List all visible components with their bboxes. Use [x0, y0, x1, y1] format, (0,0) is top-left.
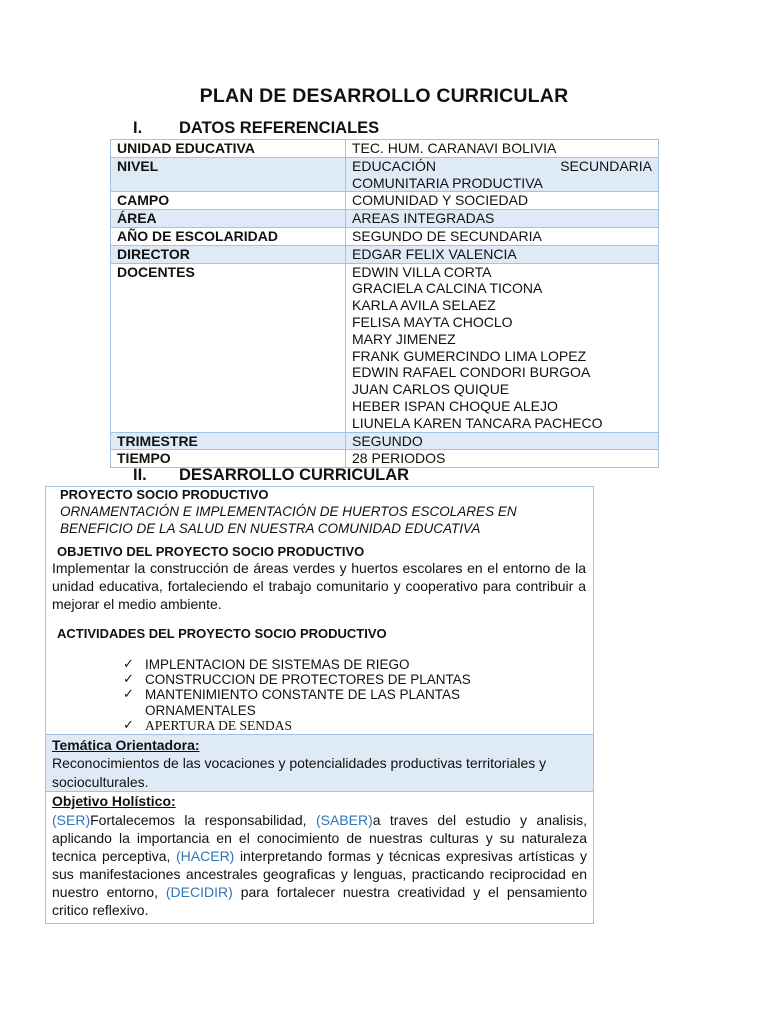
holistico-label: Objetivo Holístico:: [52, 793, 176, 809]
table-row: [111, 227, 659, 245]
dimension-decidir: (DECIDIR): [165, 884, 233, 900]
checkmark-icon: ✓: [123, 671, 134, 687]
list-item: ✓ APERTURA DE SENDAS: [123, 716, 292, 733]
docente-name: HEBER ISPAN CHOQUE ALEJO: [352, 397, 558, 414]
section-number: II.: [133, 466, 147, 484]
row-label: AÑO DE ESCOLARIDAD: [111, 227, 346, 245]
objetivo-psp-text: Implementar la construcción de áreas verdes y huertos escolares en el entorno de la unidad educativa, fortaleciendo el trabajo comunitario y cooperativo para contribuir a mejorar el medio ambiente.: [52, 560, 586, 612]
value-line: COMUNITARIA PRODUCTIVA: [352, 174, 543, 191]
docente-name: FRANK GUMERCINDO LIMA LOPEZ: [352, 347, 587, 364]
docente-name: EDWIN RAFAEL CONDORI BURGOA: [352, 364, 591, 381]
table-row: [111, 432, 659, 450]
actividades-list: [123, 657, 503, 733]
docente-name: MARY JIMENEZ: [352, 330, 456, 347]
section-number: I.: [133, 119, 143, 137]
proyecto-title-line: ORNAMENTACIÓN E IMPLEMENTACIÓN DE HUERTOS ESCOLARES EN: [60, 504, 517, 519]
holistico-box: [45, 791, 594, 924]
row-label: TRIMESTRE: [111, 432, 346, 450]
holistico-text: (SER)Fortalecemos la responsabilidad, (SABER)a traves del estudio y analisis, aplicando la importancia en el conocimiento de nuestras culturas y su naturaleza tecnica perceptiva, (HACER) interpretando formas y técnicas expresivas artísticas y sus manifestaciones ancestrales geograficas y lenguas, practicando reciprocidad en nuestro entorno, (DECIDIR) para fortalecer nuestra creatividad y el pensamiento critico reflexivo.: [52, 812, 588, 918]
checkmark-icon: ✓: [123, 686, 134, 702]
table-row: [111, 245, 659, 263]
proyecto-title-line: BENEFICIO DE LA SALUD EN NUESTRA COMUNIDAD EDUCATIVA: [60, 520, 481, 536]
docente-name: JUAN CARLOS QUIQUE: [352, 381, 510, 398]
row-label: DIRECTOR: [111, 245, 346, 263]
row-label: NIVEL: [111, 157, 346, 192]
row-label: DOCENTES: [111, 263, 346, 432]
docente-name: LIUNELA KAREN TANCARA PACHECO: [352, 414, 603, 431]
row-value: COMUNIDAD Y SOCIEDAD: [346, 192, 659, 210]
row-label: UNIDAD EDUCATIVA: [111, 140, 346, 158]
row-label: CAMPO: [111, 192, 346, 210]
table-row: [111, 450, 659, 468]
tematica-text: Reconocimientos de las vocaciones y potencialidades productivas territoriales y socioculturales.: [52, 755, 547, 790]
objetivo-psp-label: OBJETIVO DEL PROYECTO SOCIO PRODUCTIVO: [57, 544, 365, 559]
list-item: ✓ MANTENIMIENTO CONSTANTE DE LAS PLANTAS ORNAMENTALES: [123, 686, 461, 718]
table-row: [111, 157, 659, 192]
list-item: ✓ CONSTRUCCION DE PROTECTORES DE PLANTAS: [123, 671, 471, 688]
dimension-hacer: (HACER): [176, 848, 235, 864]
section-title: DATOS REFERENCIALES: [179, 119, 380, 137]
row-label: TIEMPO: [111, 450, 346, 468]
tematica-label: Temática Orientadora:: [52, 737, 200, 753]
row-value: 28 PERIODOS: [346, 450, 659, 468]
tematica-box: [45, 734, 594, 792]
row-value: [346, 157, 659, 192]
docente-name: EDWIN VILLA CORTA: [352, 263, 492, 280]
docente-name: KARLA AVILA SELAEZ: [352, 297, 496, 314]
checkmark-icon: ✓: [123, 656, 134, 671]
section-title: DESARROLLO CURRICULAR: [179, 466, 410, 484]
proyecto-box: [45, 486, 594, 735]
row-value: AREAS INTEGRADAS: [346, 210, 659, 228]
datos-referenciales-table: [110, 139, 659, 468]
row-value: TEC. HUM. CARANAVI BOLIVIA: [346, 140, 659, 158]
actividades-label: ACTIVIDADES DEL PROYECTO SOCIO PRODUCTIVO: [57, 626, 387, 641]
proyecto-label: PROYECTO SOCIO PRODUCTIVO: [60, 487, 269, 502]
row-value: EDGAR FELIX VALENCIA: [346, 245, 659, 263]
table-row: [111, 140, 659, 158]
table-row: [111, 263, 659, 432]
table-row: [111, 192, 659, 210]
value-word: SECUNDARIA: [560, 157, 652, 174]
row-value: SEGUNDO DE SECUNDARIA: [346, 227, 659, 245]
dimension-ser: (SER): [52, 812, 91, 828]
row-label: ÁREA: [111, 210, 346, 228]
dimension-saber: (SABER): [315, 812, 373, 828]
docente-name: GRACIELA CALCINA TICONA: [352, 280, 543, 297]
page-title: PLAN DE DESARROLLO CURRICULAR: [199, 85, 569, 107]
proyecto-title: [60, 504, 585, 537]
table-row: [111, 210, 659, 228]
checkmark-icon: ✓: [123, 716, 134, 732]
row-value: [346, 263, 659, 432]
list-item: ✓ IMPLENTACION DE SISTEMAS DE RIEGO: [123, 656, 410, 672]
docente-name: FELISA MAYTA CHOCLO: [352, 313, 513, 330]
value-word: EDUCACIÓN: [352, 157, 437, 174]
section-heading-desarrollo: [133, 466, 409, 485]
row-value: SEGUNDO: [346, 432, 659, 450]
section-heading-datos: [133, 119, 379, 138]
